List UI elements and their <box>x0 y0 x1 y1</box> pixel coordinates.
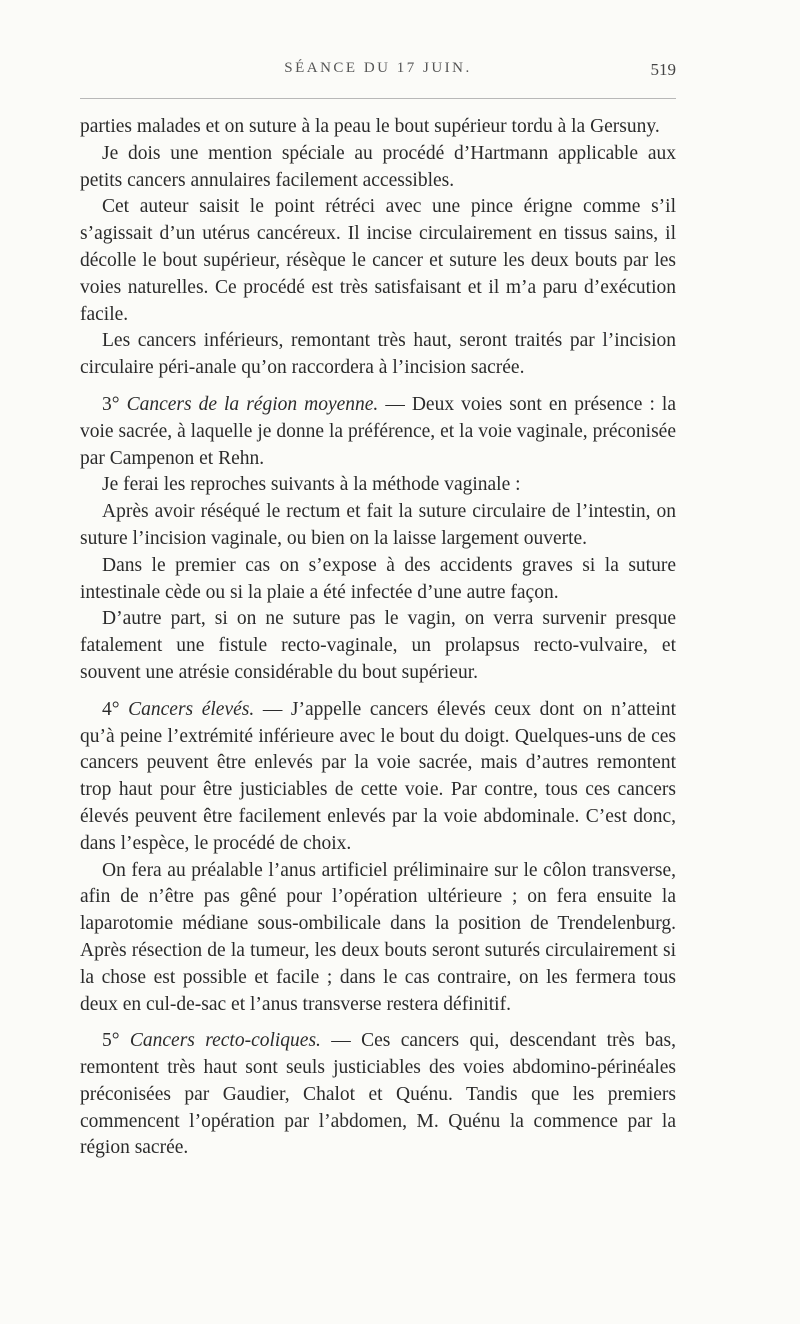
header-rule <box>80 98 676 99</box>
section-paragraph: 3° Cancers de la région moyenne. — Deux voies sont en présence : la voie sacrée, à laquelle je donne la préférence, et la voie vaginale, préconisée par Campenon et Rehn. <box>80 393 676 469</box>
section-paragraph: 4° Cancers élevés. — J’appelle cancers élevés ceux dont on n’atteint qu’à peine l’extrémité inférieure avec le bout du doigt. Quelques-uns de ces cancers peuvent être enlevés par la voie sacrée, mais d’autres remontent trop haut pour être justiciables de cette voie. Par contre, tous ces cancers élevés peuvent être facilement enlevés par la voie abdominale. C’est donc, dans l’espèce, le procédé de choix. <box>80 698 676 854</box>
section-title: Cancers de la région moyenne. <box>126 393 379 415</box>
paragraph: D’autre part, si on ne suture pas le vagin, on verra survenir presque fatalement une fistule recto-vaginale, un prolapsus recto-vulvaire, et souvent une atrésie considérable du bout supérieur. <box>80 608 676 683</box>
paragraph: Je dois une mention spéciale au procédé d’Hartmann applicable aux petits cancers annulaires facilement accessibles. <box>80 142 676 191</box>
page-number: 519 <box>650 60 676 79</box>
paragraph: parties malades et on suture à la peau le bout supérieur tordu à la Gersuny. <box>80 116 660 137</box>
running-title: SÉANCE DU 17 JUIN. <box>284 60 472 76</box>
paragraph: Je ferai les reproches suivants à la méthode vaginale : <box>102 474 521 496</box>
page-header <box>80 60 676 94</box>
body-text <box>80 114 676 1162</box>
paragraph: Cet auteur saisit le point rétréci avec une pince érigne comme s’il s’agissait d’un utérus cancéreux. Il incise circulairement en tissus sains, il décolle le bout supérieur, résèque le cancer et suture les deux bouts par les voies naturelles. Ce procédé est très satisfaisant et il m’a paru d’exécution facile. <box>80 196 676 325</box>
section-paragraph: 5° Cancers recto-coliques. — Ces cancers qui, descendant très bas, remontent très haut sont seuls justiciables des voies abdomino-périnéales préconisées par Gaudier, Chalot et Quénu. Tandis que les premiers commencent l’opération par l’abdomen, M. Quénu la commence par la région sacrée. <box>80 1030 676 1159</box>
paragraph: Dans le premier cas on s’expose à des accidents graves si la suture intestinale cède ou si la plaie a été infectée d’une autre façon. <box>80 554 676 603</box>
section-title: Cancers élevés. <box>128 698 255 720</box>
paragraph: On fera au préalable l’anus artificiel préliminaire sur le côlon transverse, afin de n’être pas gêné pour l’opération ultérieure ; on fera ensuite la laparotomie médiane sous-ombilicale dans la position de Trendelenburg. Après résection de la tumeur, les deux bouts seront suturés circulairement si la chose est possible et facile ; dans le cas contraire, on les fermera tous deux en cul-de-sac et l’anus transverse restera définitif. <box>80 859 676 1015</box>
paragraph: Les cancers inférieurs, remontant très haut, seront traités par l’incision circulaire péri-anale qu’on raccordera à l’incision sacrée. <box>80 330 676 379</box>
paragraph: Après avoir réséqué le rectum et fait la suture circulaire de l’intestin, on suture l’incision vaginale, ou bien on la laisse largement ouverte. <box>80 501 676 549</box>
section-title: Cancers recto-coliques. <box>129 1030 321 1052</box>
